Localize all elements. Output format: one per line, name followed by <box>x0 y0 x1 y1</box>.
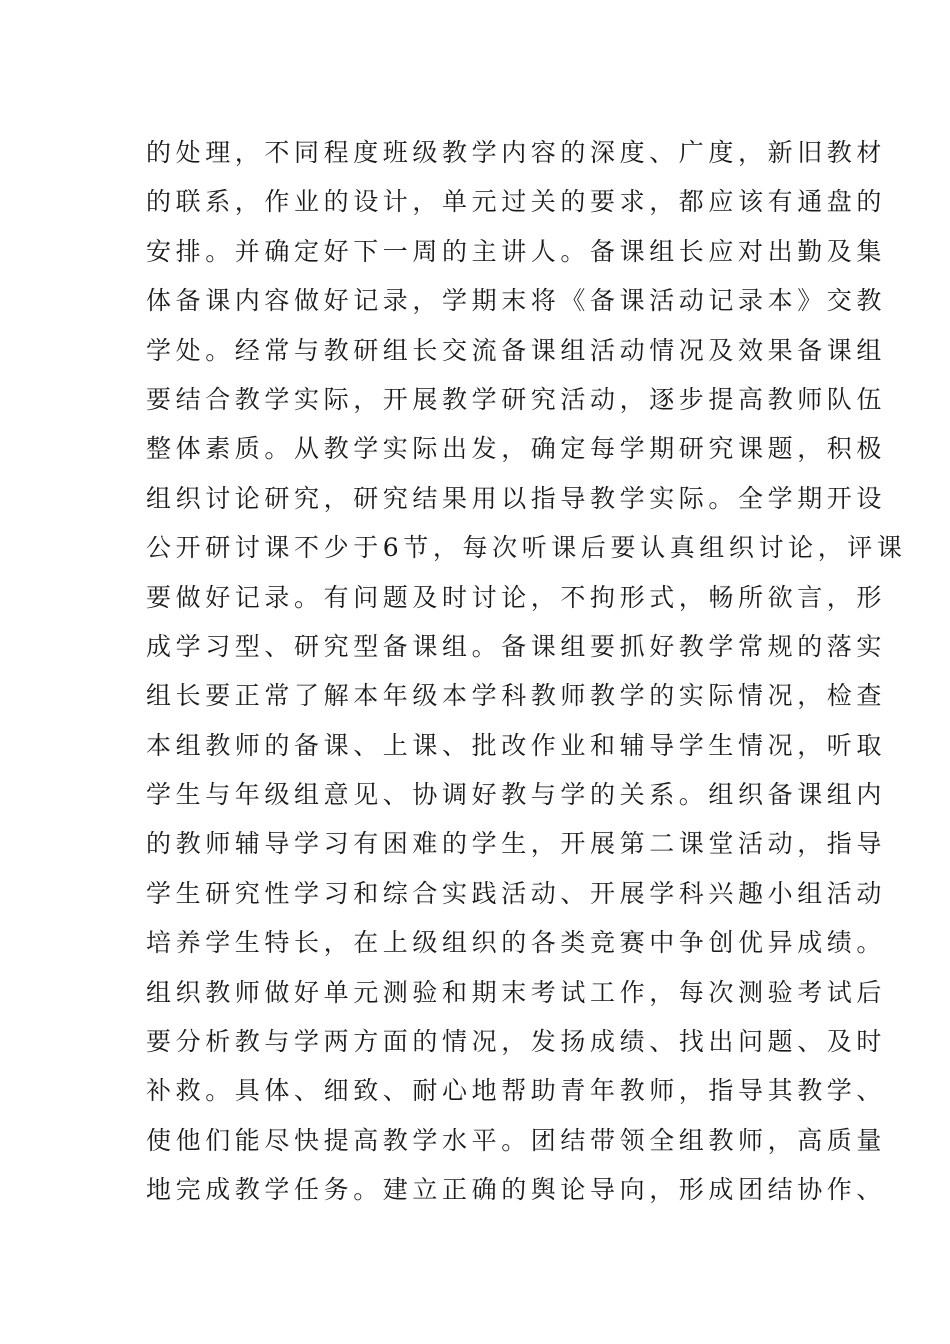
text-line: 公开研讨课不少于6节，每次听课后要认真组织讨论，评课 <box>146 533 907 563</box>
text-line: 学生与年级组意见、协调好教与学的关系。组织备课组内 <box>146 780 887 810</box>
text-line: 组长要正常了解本年级本学科教师教学的实际情况，检查 <box>146 681 887 711</box>
text-line: 要做好记录。有问题及时讨论，不拘形式，畅所欲言，形 <box>146 582 887 612</box>
text-line: 组织讨论研究，研究结果用以指导教学实际。全学期开设 <box>146 483 887 513</box>
text-line: 成学习型、研究型备课组。备课组要抓好教学常规的落实 <box>146 631 887 661</box>
text-line: 培养学生特长，在上级组织的各类竞赛中争创优异成绩。 <box>146 928 887 958</box>
text-line: 地完成教学任务。建立正确的舆论导向，形成团结协作、 <box>146 1175 887 1205</box>
text-line: 学处。经常与教研组长交流备课组活动情况及效果备课组 <box>146 335 887 365</box>
text-line: 补救。具体、细致、耐心地帮助青年教师，指导其教学、 <box>146 1076 887 1106</box>
text-line: 体备课内容做好记录，学期末将《备课活动记录本》交教 <box>146 286 887 316</box>
text-line: 安排。并确定好下一周的主讲人。备课组长应对出勤及集 <box>146 236 887 266</box>
text-line: 本组教师的备课、上课、批改作业和辅导学生情况，听取 <box>146 730 887 760</box>
text-line: 的联系，作业的设计，单元过关的要求，都应该有通盘的 <box>146 187 887 217</box>
body-text <box>146 128 907 1215</box>
text-line: 的处理，不同程度班级教学内容的深度、广度，新旧教材 <box>146 138 887 167</box>
text-line: 要分析教与学两方面的情况，发扬成绩、找出问题、及时 <box>146 1027 887 1057</box>
text-line: 整体素质。从教学实际出发，确定每学期研究课题，积极 <box>146 434 887 464</box>
text-line: 使他们能尽快提高教学水平。团结带领全组教师，高质量 <box>146 1125 887 1155</box>
text-line: 学生研究性学习和综合实践活动、开展学科兴趣小组活动 <box>146 878 887 908</box>
text-line: 组织教师做好单元测验和期末考试工作，每次测验考试后 <box>146 977 887 1007</box>
text-line: 的教师辅导学习有困难的学生，开展第二课堂活动，指导 <box>146 829 887 859</box>
text-line: 要结合教学实际，开展教学研究活动，逐步提高教师队伍 <box>146 384 887 414</box>
